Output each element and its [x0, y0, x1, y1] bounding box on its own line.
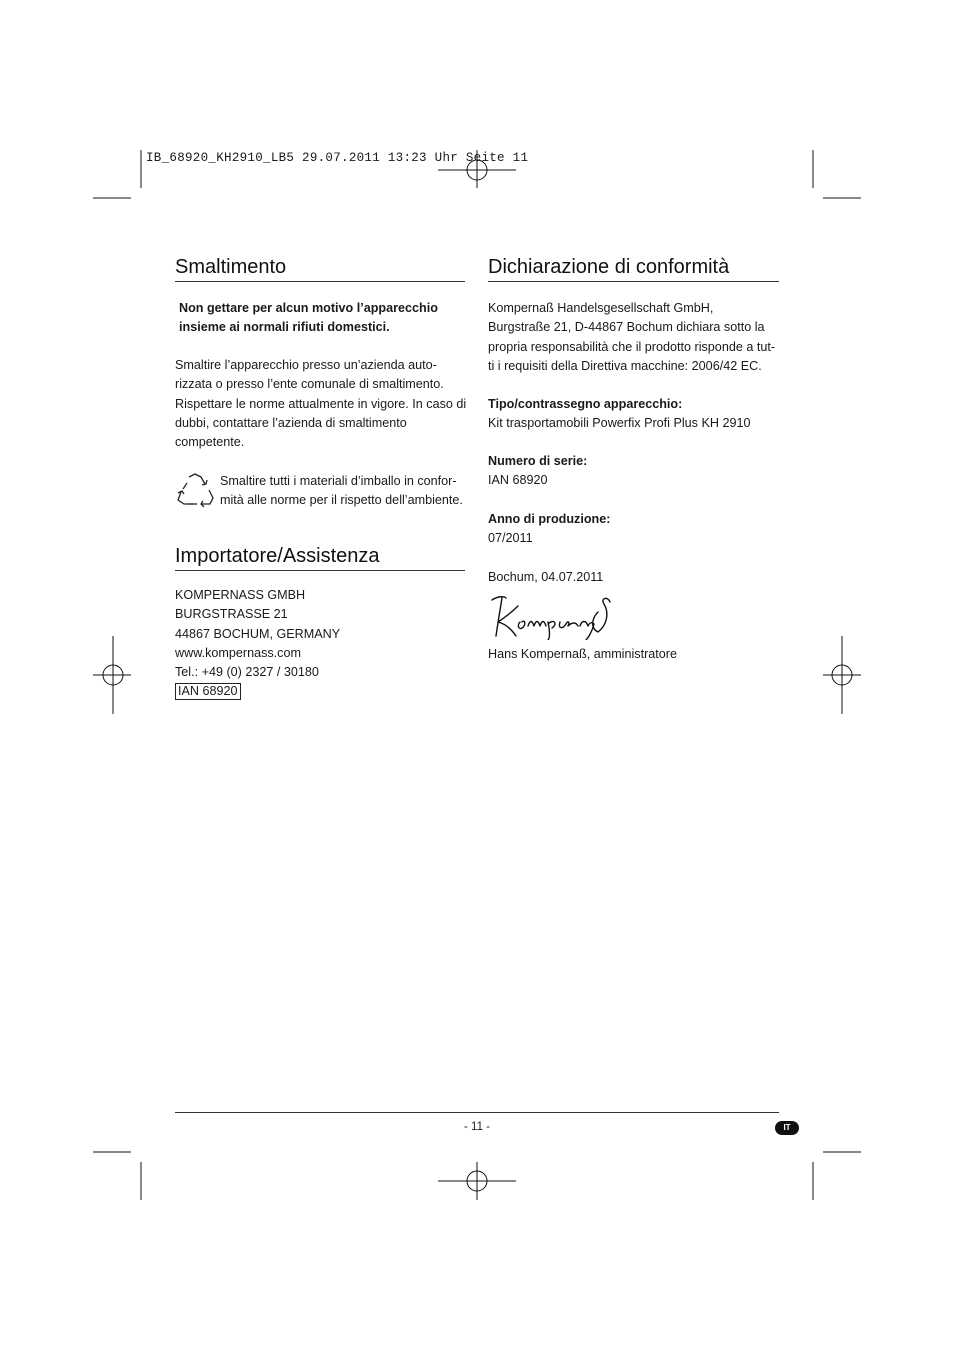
recycle-text: Smaltire tutti i materiali d’imballo in confor- mità alle norme per il rispetto dell’ambiente.	[220, 474, 463, 508]
tipo-block	[488, 395, 750, 434]
serie-value: IAN 68920	[488, 473, 548, 488]
page-number: - 11 -	[464, 1121, 490, 1133]
serie-label: Numero di serie:	[488, 454, 588, 468]
anno-value: 07/2011	[488, 531, 533, 546]
importatore-address: KOMPERNASS GMBH BURGSTRASSE 21 44867 BOCHUM, GERMANY www.kompernass.com Tel.: +49 (0) 2327 / 30180 IAN 68920	[175, 588, 341, 699]
smaltimento-rule	[175, 281, 465, 282]
conformita-heading: Dichiarazione di conformità	[488, 256, 730, 278]
signature	[488, 592, 618, 640]
footer-rule	[175, 1112, 779, 1113]
tipo-value: Kit trasportamobili Powerfix Profi Plus KH 2910	[488, 416, 751, 431]
language-badge: IT	[775, 1121, 799, 1135]
tipo-label: Tipo/contrassegno apparecchio:	[488, 397, 683, 411]
ian-box: IAN 68920	[175, 683, 241, 700]
recycle-icon	[175, 473, 215, 509]
smaltimento-body: Smaltire l’apparecchio presso un’azienda auto- rizzata o presso l’ente comunale di smaltimento. Rispettare le norme attualmente in vigore. In caso di dubbi, contattare l’azienda di smaltimento competente.	[175, 358, 467, 450]
conformita-rule	[488, 281, 779, 282]
print-slug-header: IB_68920_KH2910_LB5 29.07.2011 13:23 Uhr Seite 11	[146, 151, 529, 165]
anno-block	[488, 510, 610, 549]
serie-block	[488, 452, 587, 491]
smaltimento-heading: Smaltimento	[175, 256, 287, 278]
importatore-rule	[175, 570, 465, 571]
place-date: Bochum, 04.07.2011	[488, 570, 604, 584]
smaltimento-warning: Non gettare per alcun motivo l’apparecchio insieme ai normali rifiuti domestici.	[179, 301, 438, 335]
conformita-intro: Kompernaß Handelsgesellschaft GmbH, Burgstraße 21, D-44867 Bochum dichiara sotto la propria responsabilità che il prodotto risponde a tut- ti i requisiti della Direttiva macchine: 2006/42 EC.	[488, 301, 776, 373]
anno-label: Anno di produzione:	[488, 512, 611, 526]
importatore-heading: Importatore/Assistenza	[175, 545, 380, 567]
signatory: Hans Kompernaß, amministratore	[488, 647, 677, 661]
